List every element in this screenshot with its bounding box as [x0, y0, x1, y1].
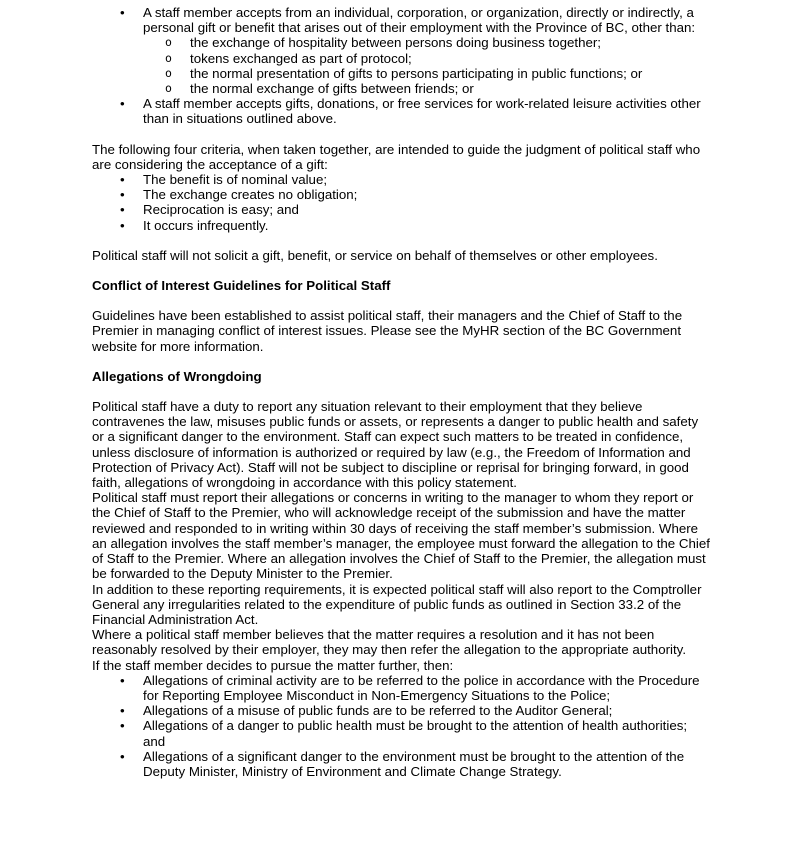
- paragraph: Political staff will not solicit a gift, benefit, or service on behalf of themselves or other employees.: [92, 247, 658, 263]
- list-item-text: A staff member accepts gifts, donations, or free services for work-related leisure activities other than in situations outlined above.: [143, 96, 701, 127]
- paragraph-with-list: [92, 142, 710, 233]
- list-item: [92, 218, 710, 233]
- section-heading: Allegations of Wrongdoing: [92, 368, 262, 384]
- bullet-icon: •: [120, 5, 125, 20]
- circle-bullet-icon: o: [165, 65, 172, 80]
- paragraph: Guidelines have been established to assist political staff, their managers and the Chief of Staff to the Premier in managing conflict of interest issues. Please see the MyHR section of the BC Government website for more information.: [92, 308, 683, 354]
- list-item: [92, 749, 710, 779]
- sub-list-item: [92, 35, 710, 50]
- list-item: [92, 172, 710, 187]
- list-item-text: Reciprocation is easy; and: [143, 202, 299, 218]
- bullet-icon: •: [120, 672, 125, 688]
- section-heading: Conflict of Interest Guidelines for Political Staff: [92, 278, 391, 294]
- bullet-list: [92, 5, 710, 127]
- sub-list-item: [92, 51, 710, 66]
- list-item: [92, 718, 710, 748]
- bullet-icon: •: [120, 703, 125, 719]
- bullet-icon: •: [120, 96, 125, 112]
- bullet-icon: •: [120, 718, 125, 734]
- circle-bullet-icon: o: [165, 50, 172, 65]
- paragraph: Political staff must report their allegations or concerns in writing to the manager to whom they report or the Chief of Staff to the Premier, who will acknowledge receipt of the submission and have the matter reviewed and responded to in writing within 30 days of receiving the staff member’s submission. Where an allegation involves the staff member’s manager, the employee must forward the allegation to the Chief of Staff to the Premier. Where an allegation involves the Chief of Staff to the Premier, the allegation must be forwarded to the Deputy Minister to the Premier.: [92, 490, 710, 582]
- list-item: [92, 96, 710, 126]
- list-item-text: The exchange creates no obligation;: [143, 187, 358, 203]
- list-item-text: The benefit is of nominal value;: [143, 172, 328, 188]
- list-item-text: Allegations of criminal activity are to be referred to the police in accordance with the Procedure for Reporting Employee Misconduct in Non-Emergency Situations to the Police;: [143, 672, 700, 703]
- sub-list-item: [92, 66, 710, 81]
- list-item: [92, 202, 710, 217]
- sub-list-item-text: the normal exchange of gifts between friends; or: [190, 81, 474, 97]
- sub-list-item-text: tokens exchanged as part of protocol;: [190, 50, 412, 66]
- list-item-text: Allegations of a significant danger to the environment must be brought to the attention of the Deputy Minister, Ministry of Environment and Climate Change Strategy.: [143, 748, 685, 779]
- sub-list-item-text: the exchange of hospitality between persons doing business together;: [190, 35, 602, 51]
- bullet-icon: •: [120, 217, 125, 233]
- bullet-icon: •: [120, 748, 125, 764]
- paragraph: Where a political staff member believes that the matter requires a resolution and it has not been reasonably resolved by their employer, they may then refer the allegation to the appropriate authority.: [92, 627, 687, 658]
- list-item-text: It occurs infrequently.: [143, 217, 269, 233]
- bullet-icon: •: [120, 187, 125, 203]
- paragraph: Political staff have a duty to report any situation relevant to their employment that they believe contravenes the law, misuses public funds or assets, or represents a danger to public health and safety or a significant danger to the environment. Staff can expect such matters to be treated in confidence, unless disclosure of information is authorized or required by law (e.g., the Freedom of Information and Protection of Privacy Act). Staff will not be subject to discipline or reprisal for bringing forward, in good faith, allegations of wrongdoing in accordance with this policy statement.: [92, 399, 699, 491]
- circle-bullet-icon: o: [165, 35, 172, 50]
- bullet-list: [92, 673, 710, 779]
- list-item-text: Allegations of a danger to public health must be brought to the attention of health authorities; and: [143, 718, 688, 749]
- paragraph: The following four criteria, when taken together, are intended to guide the judgment of political staff who are considering the acceptance of a gift:: [92, 141, 701, 172]
- list-item: [92, 703, 710, 718]
- paragraph: In addition to these reporting requirements, it is expected political staff will also report to the Comptroller General any irregularities related to the expenditure of public funds as outlined in Section 33.2 of the Financial Administration Act.: [92, 581, 702, 627]
- sub-list-item-text: the normal presentation of gifts to persons participating in public functions; or: [190, 65, 643, 81]
- list-item: [92, 187, 710, 202]
- circle-bullet-icon: o: [165, 81, 172, 96]
- bullet-icon: •: [120, 202, 125, 218]
- list-item: [92, 673, 710, 703]
- list-item: [92, 5, 710, 35]
- paragraph: If the staff member decides to pursue the matter further, then:: [92, 657, 454, 673]
- bullet-icon: •: [120, 172, 125, 188]
- list-item-text: Allegations of a misuse of public funds are to be referred to the Auditor General;: [143, 703, 613, 719]
- bullet-list: [92, 172, 710, 233]
- sub-list-item: [92, 81, 710, 96]
- list-item-text: A staff member accepts from an individual, corporation, or organization, directly or indirectly, a personal gift or benefit that arises out of their employment with the Province of BC, other than:: [143, 5, 696, 36]
